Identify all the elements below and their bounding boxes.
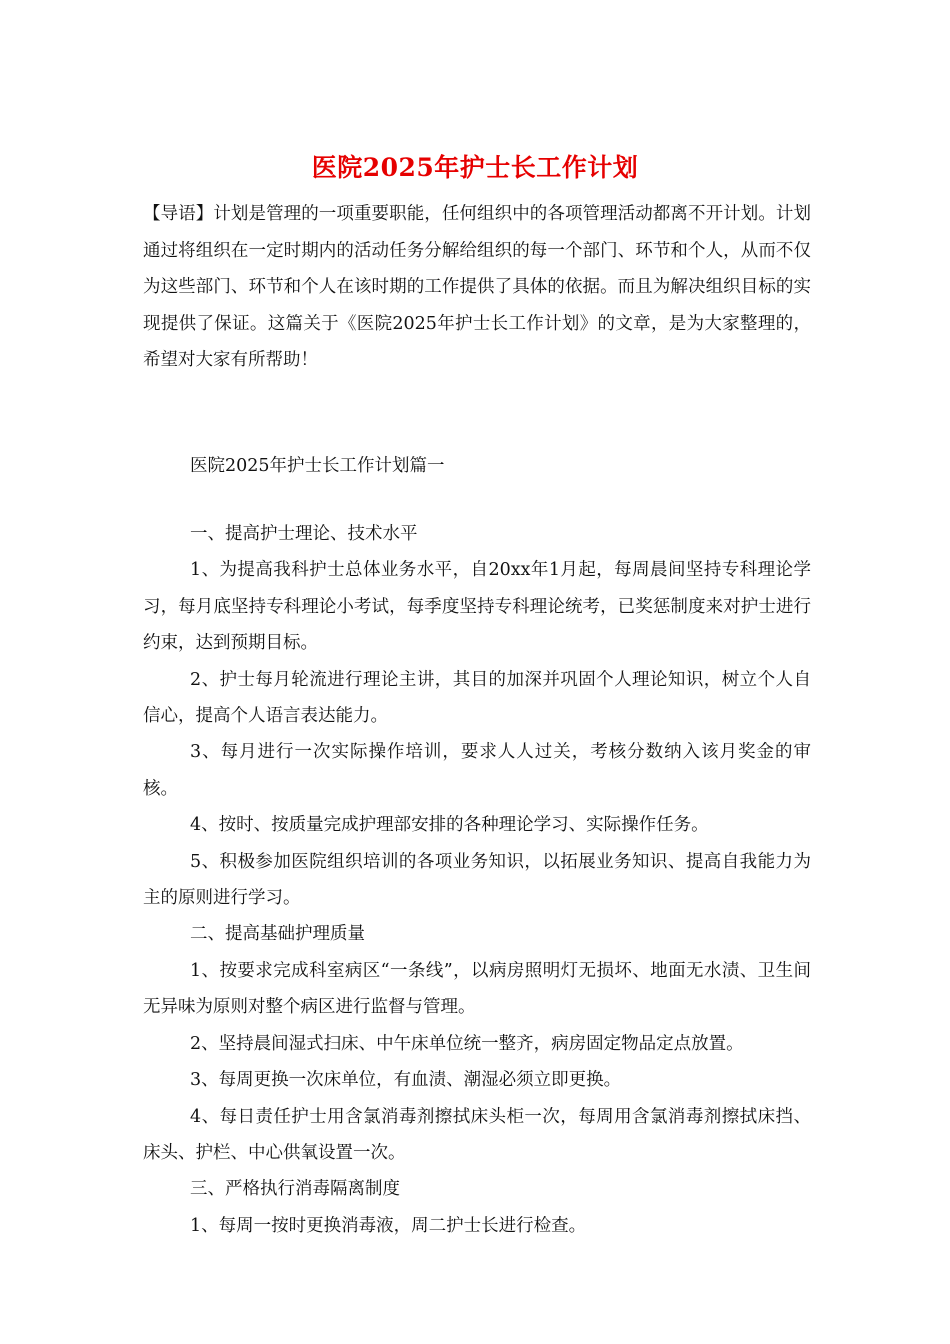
paragraph: 2、护士每月轮流进行理论主讲，其目的加深并巩固个人理论知识，树立个人自信心，提高个人语言表达能力。	[143, 669, 811, 727]
body-content	[143, 516, 811, 1244]
heading-3: 三、严格执行消毒隔离制度	[190, 1179, 400, 1200]
heading-2: 二、提高基础护理质量	[190, 924, 365, 945]
paragraph: 2、坚持晨间湿式扫床、中午床单位统一整齐，病房固定物品定点放置。	[190, 1033, 744, 1054]
paragraph: 3、每月进行一次实际操作培训，要求人人过关，考核分数纳入该月奖金的审核。	[143, 742, 811, 799]
paragraph: 3、每周更换一次床单位，有血渍、潮湿必须立即更换。	[190, 1070, 622, 1091]
document-title: 医院2025年护士长工作计划	[311, 153, 639, 182]
intro-paragraph: 【导语】计划是管理的一项重要职能，任何组织中的各项管理活动都离不开计划。计划通过将组织在一定时期内的活动任务分解给组织的每一个部门、环节和个人，从而不仅为这些部门、环节和个人在该时期的工作提供了具体的依据。而且为解决组织目标的实现提供了保证。这篇关于《医院2025年护士长工作计划》的文章，是为大家整理的，希望对大家有所帮助！	[143, 204, 811, 370]
paragraph: 4、每日责任护士用含氯消毒剂擦拭床头柜一次，每周用含氯消毒剂擦拭床挡、床头、护栏、中心供氧设置一次。	[143, 1106, 811, 1163]
paragraph: 5、积极参加医院组织培训的各项业务知识，以拓展业务知识、提高自我能力为主的原则进行学习。	[143, 851, 811, 909]
section-title: 医院2025年护士长工作计划篇一	[190, 456, 445, 476]
paragraph: 1、按要求完成科室病区“一条线”，以病房照明灯无损坏、地面无水渍、卫生间无异味为原则对整个病区进行监督与管理。	[143, 960, 811, 1018]
heading-1: 一、提高护士理论、技术水平	[190, 524, 418, 544]
paragraph: 4、按时、按质量完成护理部安排的各种理论学习、实际操作任务。	[190, 815, 709, 836]
paragraph: 1、每周一按时更换消毒液，周二护士长进行检查。	[190, 1215, 587, 1236]
paragraph: 1、为提高我科护士总体业务水平，自20xx年1月起，每周晨间坚持专科理论学习，每月底坚持专科理论小考试，每季度坚持专科理论统考，已奖惩制度来对护士进行约束，达到预期目标。	[143, 560, 811, 654]
